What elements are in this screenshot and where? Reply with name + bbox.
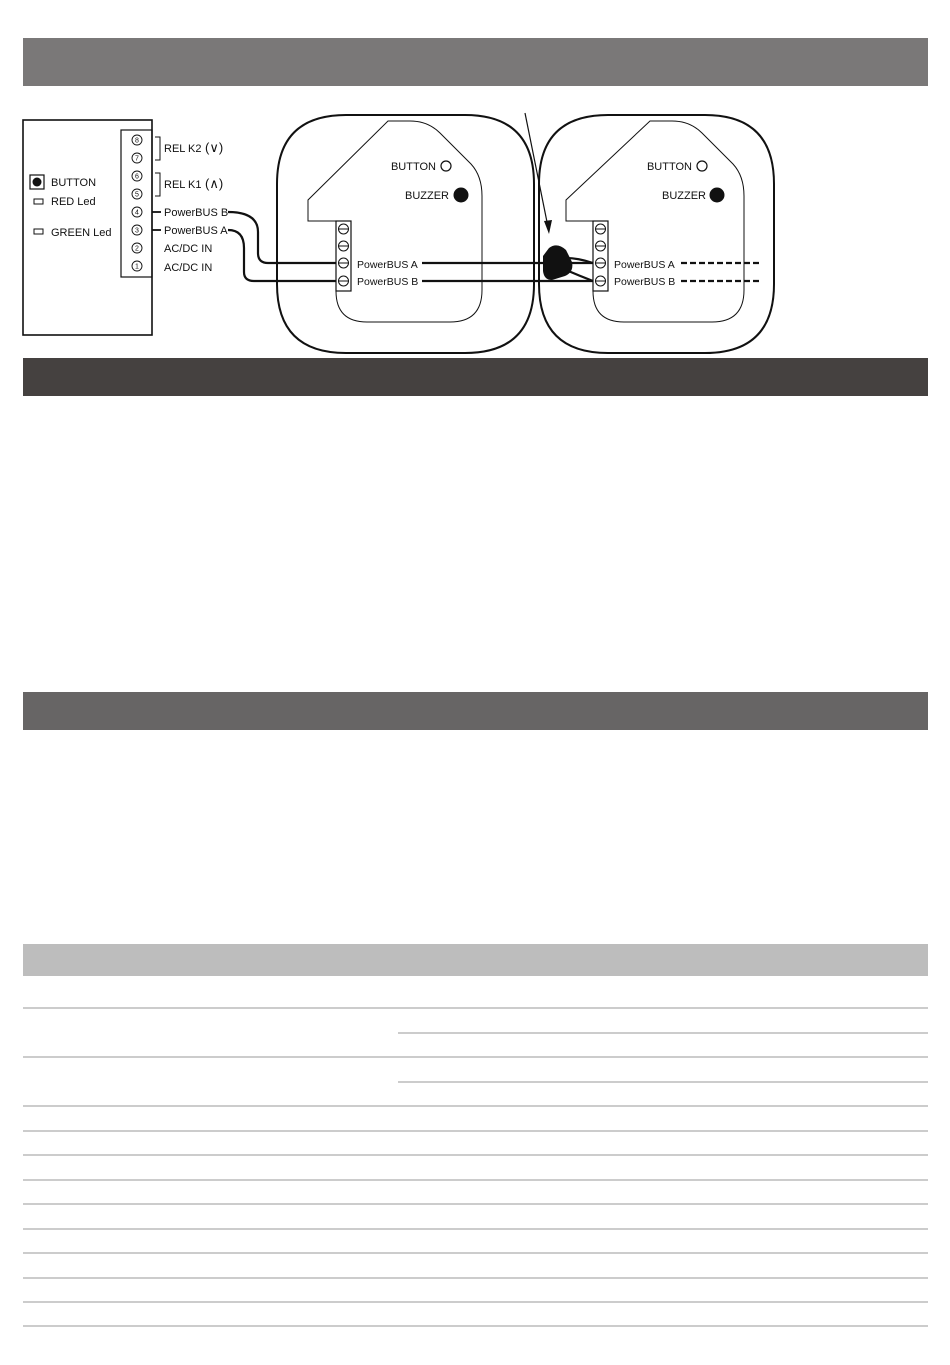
pin4-label: PowerBUS B (164, 207, 229, 219)
green-led-label: GREEN Led (51, 227, 112, 239)
device-1-bus-b-label: PowerBUS B (357, 276, 419, 288)
terminal-number: 8 (135, 137, 139, 145)
device-1-buzzer-icon (454, 188, 469, 203)
device-2-bus-a-label: PowerBUS A (614, 259, 675, 271)
green-led-icon (34, 229, 43, 234)
section-header-band-1 (23, 38, 928, 86)
pointer-arrow-line (525, 113, 547, 222)
device-2-outline (539, 115, 774, 353)
terminal-numbers (132, 135, 142, 271)
button-dot-icon (33, 178, 42, 187)
device-1-buzzer-label: BUZZER (405, 190, 449, 202)
device-1-outline (277, 115, 534, 353)
pin1-label: AC/DC IN (164, 262, 213, 274)
device-2-bus-b-label: PowerBUS B (614, 276, 676, 288)
device-2-button-label: BUTTON (646, 161, 692, 173)
terminal-strip (121, 130, 152, 277)
module-button-label: BUTTON (51, 177, 97, 189)
terminal-number: 4 (135, 209, 139, 217)
wire-connector-icon (543, 245, 572, 280)
device-1-bus-a-label: PowerBUS A (357, 259, 418, 271)
device-1-button-icon (441, 161, 451, 171)
arrow-head-icon (544, 220, 552, 234)
device-2-buzzer-label: BUZZER (662, 190, 706, 202)
section-header-band-2 (23, 358, 928, 396)
terminal-number: 7 (135, 155, 139, 163)
relay-k2-bracket (155, 137, 160, 160)
red-led-icon (34, 199, 43, 204)
terminal-number: 1 (135, 263, 139, 271)
device-1-inner-outline (308, 121, 482, 322)
wiring-diagram (0, 100, 950, 355)
spec-table-header (23, 944, 928, 976)
terminal-number: 2 (135, 245, 139, 253)
pin3-label: PowerBUS A (164, 225, 228, 237)
spec-table (23, 976, 928, 1336)
relay-k1-symbol: (∧) (205, 176, 224, 191)
pin2-label: AC/DC IN (164, 243, 213, 255)
device-2-button-icon (697, 161, 707, 171)
red-led-label: RED Led (51, 196, 96, 208)
section-header-band-3 (23, 692, 928, 730)
device-2-buzzer-icon (710, 188, 725, 203)
relay-k2-symbol: (∨) (205, 140, 224, 155)
terminal-number: 3 (135, 227, 139, 235)
relay-k1-label: REL K1 (164, 179, 202, 191)
relay-k2-label: REL K2 (164, 143, 202, 155)
terminal-number: 5 (135, 191, 139, 199)
terminal-number: 6 (135, 173, 139, 181)
relay-k1-bracket (155, 173, 160, 196)
device-1-button-label: BUTTON (390, 161, 436, 173)
